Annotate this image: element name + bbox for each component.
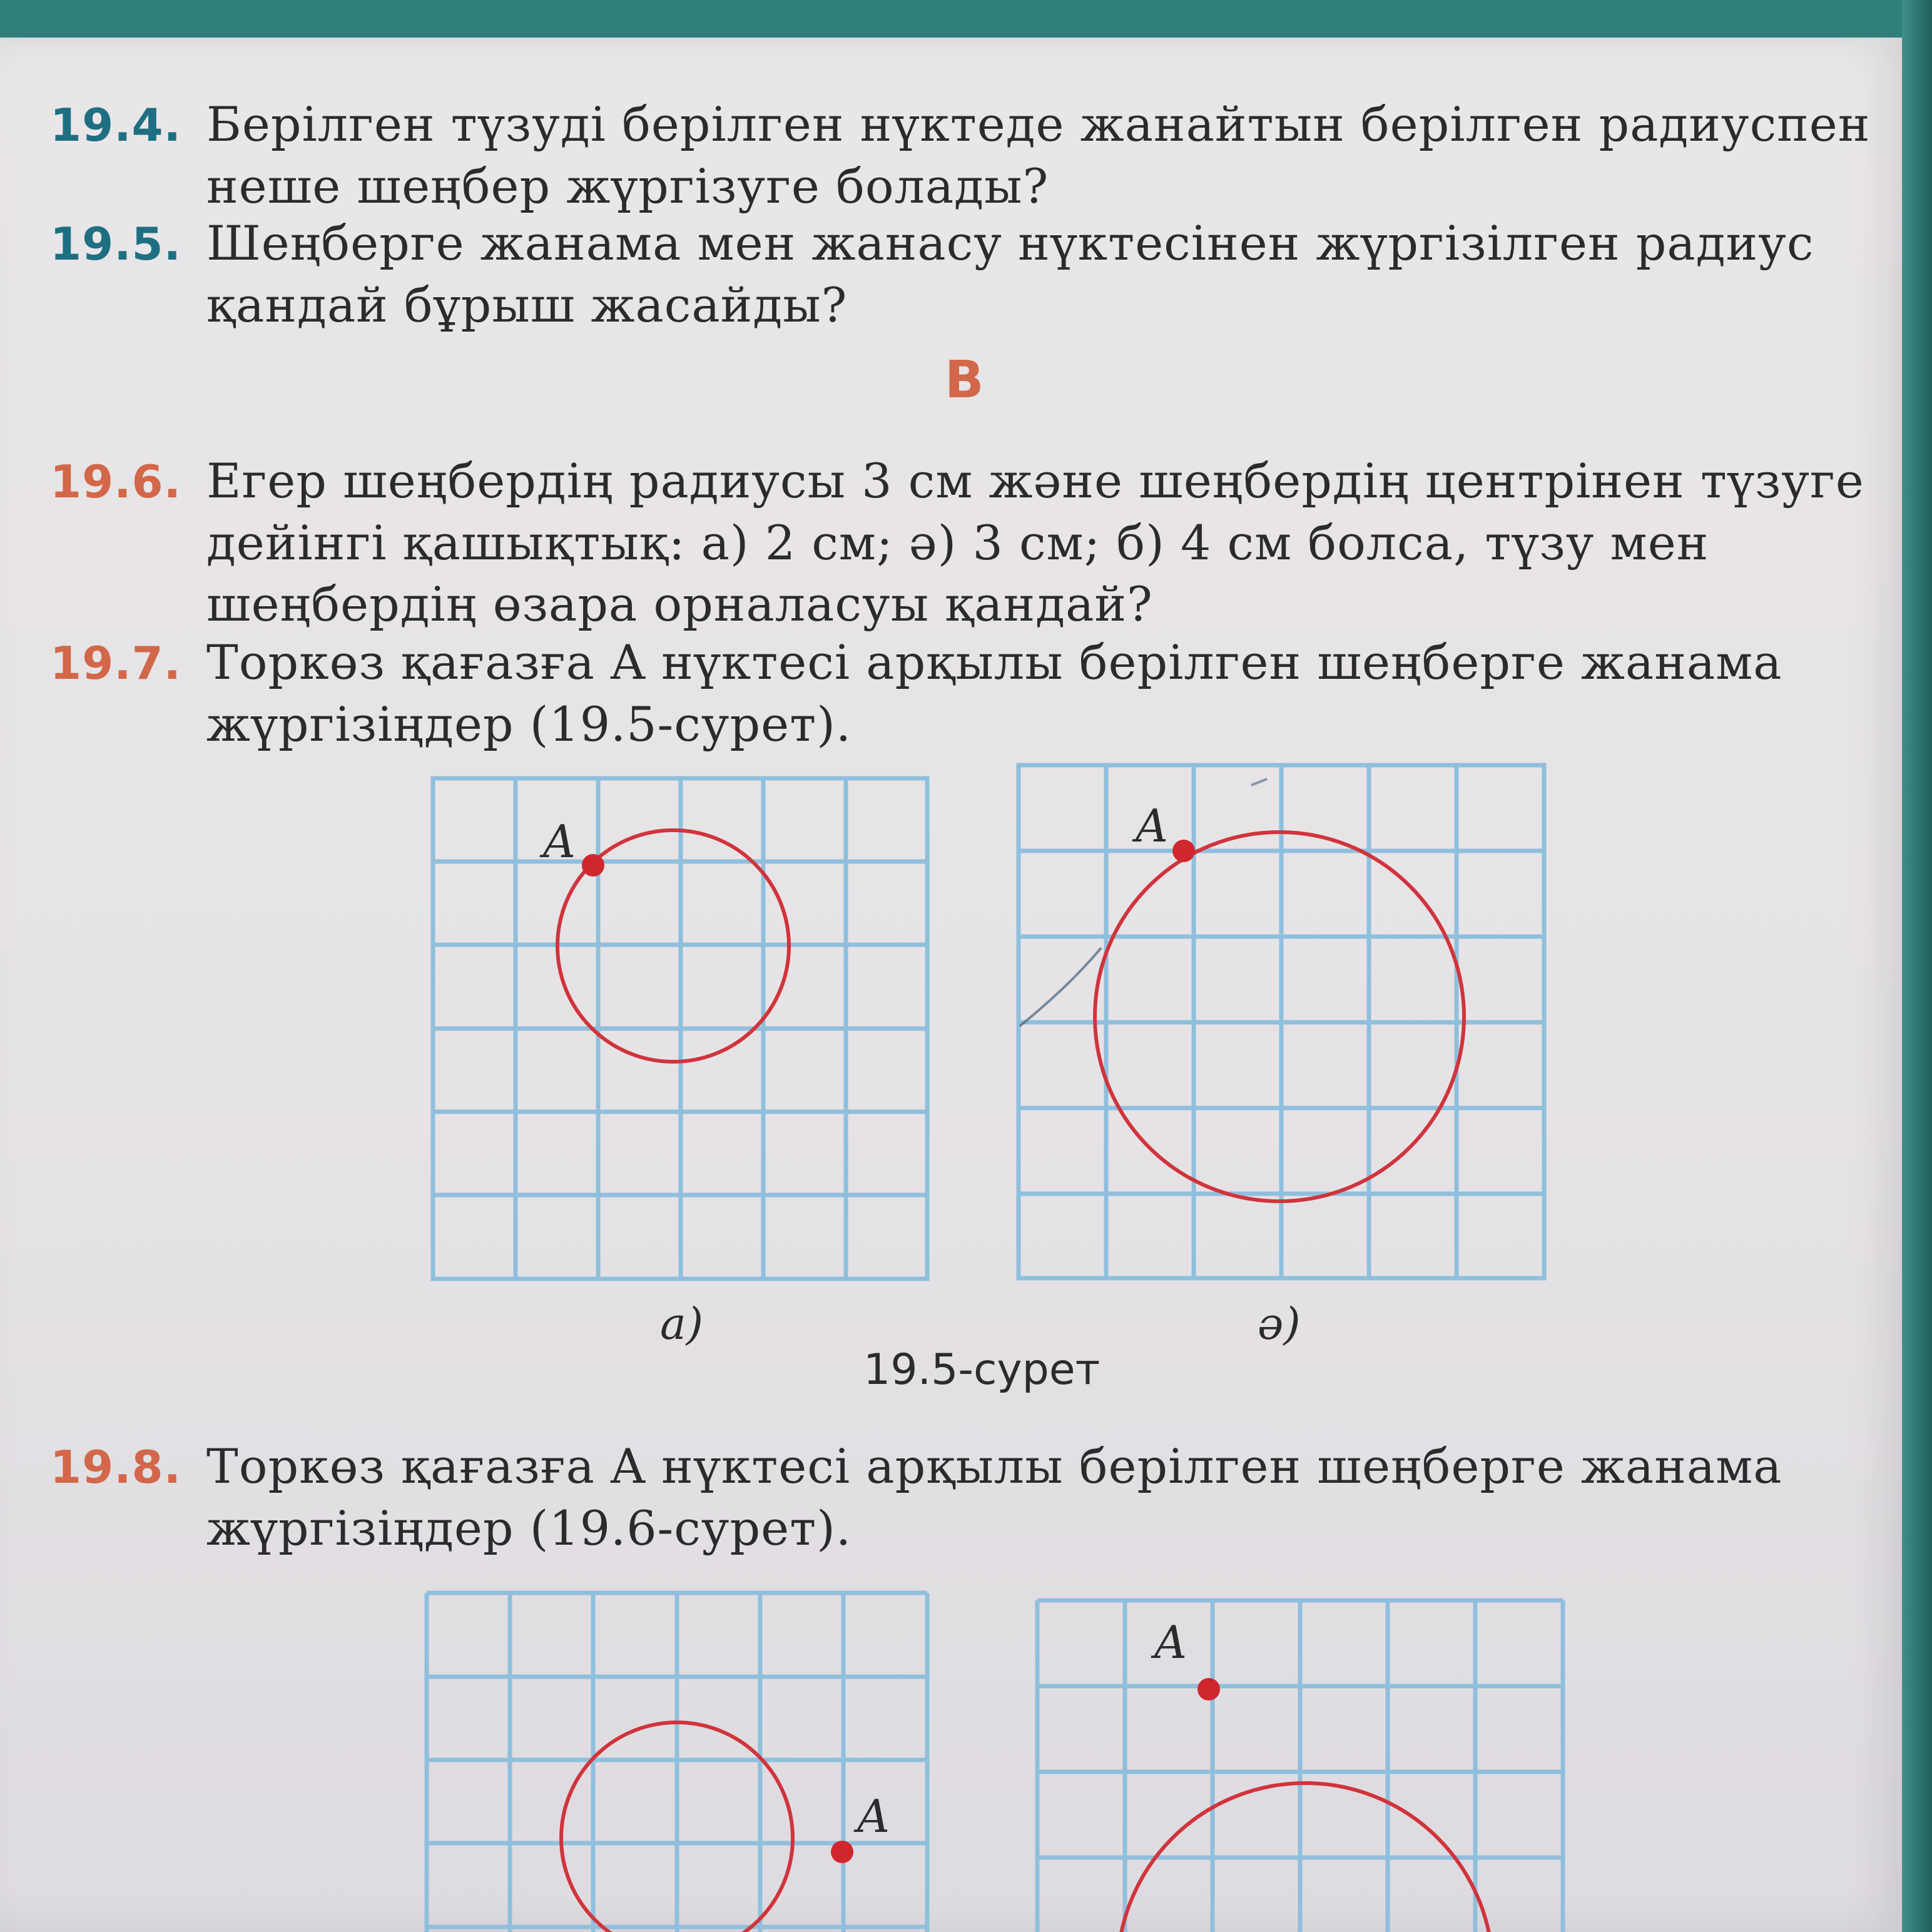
book-edge bbox=[1902, 0, 1932, 1932]
problem-number: 19.8. bbox=[50, 1441, 181, 1493]
problem-number: 19.4. bbox=[50, 99, 181, 151]
problem-text: қандай бұрыш жасайды? bbox=[206, 277, 848, 333]
problem-number: 19.7. bbox=[50, 637, 181, 689]
figure-19-6-a bbox=[424, 1589, 937, 1932]
problem-text: шеңбердің өзара орналасуы қандай? bbox=[206, 576, 1153, 632]
problem-text: неше шеңбер жүргізуге болады? bbox=[206, 158, 1049, 214]
problem-text: Шеңберге жанама мен жанасу нүктесінен жүргізілген радиус bbox=[206, 215, 1814, 271]
point-a bbox=[1197, 1678, 1220, 1701]
point-a bbox=[831, 1841, 853, 1863]
grid bbox=[433, 778, 927, 1279]
figure-caption: 19.5-сурет bbox=[863, 1345, 1101, 1395]
point-a-label: A bbox=[1154, 1616, 1187, 1669]
figure-sublabel-a: а) bbox=[660, 1298, 704, 1350]
figure-19-5-b bbox=[1014, 760, 1552, 1286]
figure-sublabel-b: ә) bbox=[1258, 1298, 1301, 1350]
problem-text: Берілген түзуді берілген нүктеде жанайтын берілген радиуспен bbox=[206, 96, 1871, 152]
grid bbox=[1037, 1600, 1563, 1932]
problem-text: Торкөз қағазға A нүктесі арқылы берілген шеңберге жанама bbox=[206, 1438, 1782, 1494]
figure-19-6-b bbox=[1032, 1595, 1570, 1932]
problem-19-7 bbox=[50, 632, 1902, 755]
pencil-mark bbox=[1020, 948, 1101, 1026]
point-a-label: A bbox=[543, 815, 576, 868]
problem-text: жүргізіңдер (19.5-сурет). bbox=[206, 696, 852, 752]
point-a-label: A bbox=[1136, 800, 1168, 852]
pencil-mark bbox=[1251, 779, 1267, 785]
problem-19-5 bbox=[50, 213, 1902, 336]
problem-text: жүргізіңдер (19.6-сурет). bbox=[206, 1500, 852, 1556]
point-a bbox=[582, 854, 604, 877]
problem-19-8 bbox=[50, 1436, 1902, 1559]
point-a bbox=[1172, 840, 1195, 862]
problem-number: 19.5. bbox=[50, 218, 181, 270]
problem-number: 19.6. bbox=[50, 455, 181, 508]
grid bbox=[427, 1593, 927, 1932]
problem-19-6 bbox=[50, 450, 1902, 635]
problem-text: дейінгі қашықтық: а) 2 см; ә) 3 см; б) 4 см болса, түзу мен bbox=[206, 515, 1709, 571]
problem-19-4 bbox=[50, 94, 1902, 217]
point-a-label: A bbox=[857, 1790, 890, 1843]
problem-text: Егер шеңбердің радиусы 3 см және шеңбердің центрінен түзуге bbox=[206, 453, 1864, 509]
figure-19-5-a bbox=[430, 776, 931, 1283]
problem-text: Торкөз қағазға A нүктесі арқылы берілген шеңберге жанама bbox=[206, 634, 1782, 690]
section-label: B bbox=[945, 350, 984, 410]
